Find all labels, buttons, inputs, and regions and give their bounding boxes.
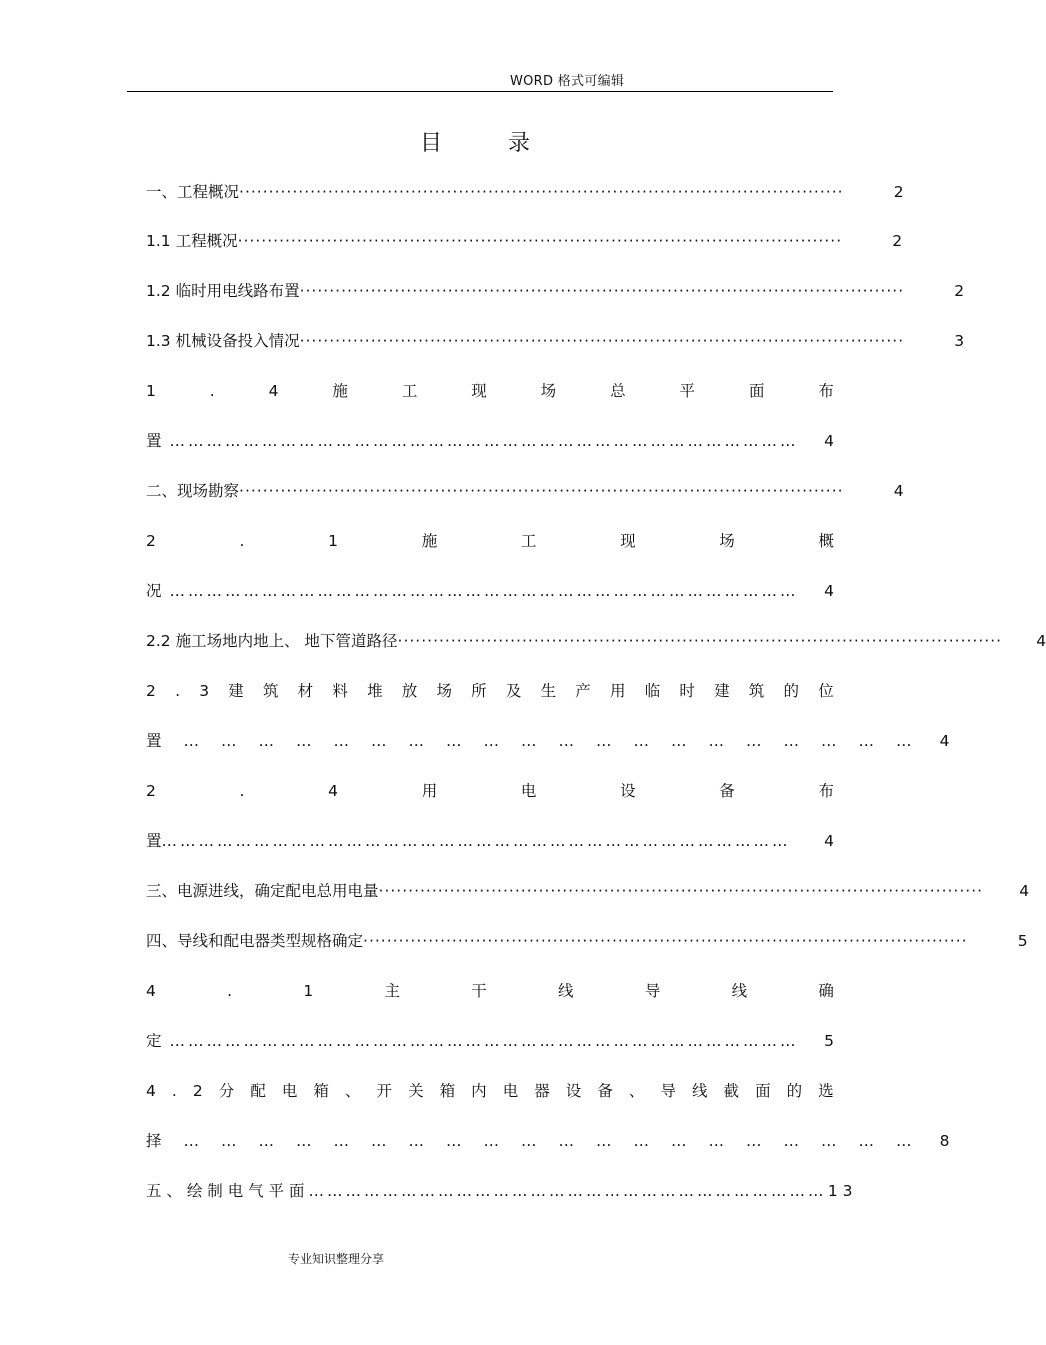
toc-char: 4 <box>146 982 156 1000</box>
toc-leader-dots: ………………………………………………………………………… <box>308 1182 827 1200</box>
toc-entry <box>146 630 1046 652</box>
toc-char: 所 <box>471 682 487 700</box>
toc-entry-label: 四、导线和配电器类型规格确定 <box>146 932 364 950</box>
toc-char: 生 <box>540 682 557 700</box>
toc-char: 的 <box>783 682 800 700</box>
toc-leader-dots: ………………………………………………………………………………………… <box>161 582 799 600</box>
toc-char: 时 <box>679 682 695 700</box>
toc-char: 布 <box>818 382 834 400</box>
toc-char: 面 <box>755 1082 771 1100</box>
toc-entry-label: 二、现场勘察 <box>146 482 240 500</box>
toc-entry-spread <box>146 380 834 402</box>
toc-entry-tail: 置 <box>146 732 162 750</box>
toc-char: 电 <box>502 1082 519 1100</box>
toc-entry-page: 1 3 <box>827 1182 853 1200</box>
toc-char: 1 <box>328 532 339 550</box>
toc-char: 场 <box>719 532 735 550</box>
toc-entry-page: 4 <box>824 432 834 450</box>
toc-leader-dots: ······································································································ <box>299 332 905 350</box>
toc-char: 4 <box>146 1082 156 1100</box>
toc-entry-label: 一、工程概况 <box>146 183 240 201</box>
toc-char: 临 <box>644 682 661 700</box>
toc-char: . <box>227 982 233 1000</box>
toc-char: 现 <box>471 382 487 400</box>
header-rule <box>127 91 833 92</box>
toc-entry-tail: 定 <box>146 1032 162 1050</box>
toc-char: . <box>239 532 245 550</box>
toc-entry-continuation <box>146 1130 950 1152</box>
toc-char: 干 <box>471 982 487 1000</box>
toc-char: . <box>175 682 180 700</box>
toc-entry-page: 2 <box>893 183 904 201</box>
toc-char: 工 <box>520 532 537 550</box>
toc-char: . <box>209 382 215 400</box>
toc-char: 1 <box>303 982 314 1000</box>
toc-char: 线 <box>731 982 748 1000</box>
toc-char: 用 <box>609 682 626 700</box>
toc-leader-dots: ······································································································ <box>239 482 844 500</box>
toc-char: 产 <box>575 682 591 700</box>
toc-entry-spread <box>146 530 834 552</box>
toc-char: 设 <box>620 782 636 800</box>
toc-char: 场 <box>540 382 557 400</box>
toc-entry-tail: 择 <box>146 1132 162 1150</box>
toc-char: 2 <box>146 782 156 800</box>
toc-char: 主 <box>384 982 400 1000</box>
toc-entry-continuation <box>146 580 834 602</box>
toc-char: 现 <box>620 532 636 550</box>
toc-entry-continuation <box>146 430 834 452</box>
toc-char: 概 <box>818 532 834 550</box>
toc-char: 1 <box>146 382 156 400</box>
toc-char: 备 <box>597 1082 613 1100</box>
toc-char: 2 <box>146 682 156 700</box>
toc-entry <box>146 880 1030 902</box>
toc-entry-label: 1.2 临时用电线路布置 <box>146 282 300 300</box>
toc-entry-page: 2 <box>954 282 965 300</box>
toc-entry <box>146 1180 853 1202</box>
toc-char: 分 <box>218 1082 235 1100</box>
toc-char: 关 <box>408 1082 424 1100</box>
toc-char: 总 <box>610 382 626 400</box>
toc-entry-tail: 置 <box>146 432 162 450</box>
toc-char: 内 <box>471 1082 487 1100</box>
toc-char: 线 <box>691 1082 708 1100</box>
toc-entry <box>146 230 903 252</box>
toc-entry-label: 1.1 工程概况 <box>146 232 238 250</box>
toc-leader-dots: ······································································································ <box>363 932 968 950</box>
toc-entry-label: 1.3 机械设备投入情况 <box>146 332 300 350</box>
toc-leader-dots: ······································································································ <box>299 282 905 300</box>
toc-entry <box>146 480 904 502</box>
toc-entry <box>146 930 1028 952</box>
toc-char: 建 <box>714 682 730 700</box>
toc-entry-page: 8 <box>939 1132 950 1150</box>
toc-entry-page: 4 <box>1036 632 1046 650</box>
toc-char: 选 <box>818 1082 834 1100</box>
toc-leader-dots: ······································································································ <box>237 232 843 250</box>
toc-char: 筑 <box>748 682 765 700</box>
toc-char: 材 <box>297 682 314 700</box>
toc-entry <box>146 280 965 302</box>
toc-char: 2 <box>146 532 156 550</box>
header-text: WORD 格式可编辑 <box>510 74 625 89</box>
toc-char: 确 <box>818 982 834 1000</box>
toc-char: 位 <box>818 682 834 700</box>
toc-entry-spread <box>146 680 834 702</box>
toc-entry-continuation <box>146 1030 834 1052</box>
toc-entry <box>146 181 904 203</box>
toc-entry-tail: 置 <box>146 832 162 850</box>
toc-char: 电 <box>520 782 537 800</box>
toc-char: 放 <box>401 682 418 700</box>
toc-entry <box>146 330 965 352</box>
toc-entry-spread <box>146 980 834 1002</box>
toc-char: 及 <box>505 682 522 700</box>
toc-char: 工 <box>401 382 418 400</box>
toc-entry-page: 5 <box>1017 932 1028 950</box>
toc-entry-label: 三、电源进线，确定配电总用电量 <box>146 882 379 900</box>
toc-char: 施 <box>421 532 438 550</box>
toc-char: 2 <box>192 1082 203 1100</box>
toc-entry-page: 4 <box>893 482 904 500</box>
toc-entry-label: 2.2 施工场地内地上、 地下管道路径 <box>146 632 398 650</box>
toc-char: 4 <box>328 782 339 800</box>
toc-char: 3 <box>199 682 210 700</box>
toc-char: . <box>239 782 245 800</box>
toc-char: 筑 <box>262 682 279 700</box>
toc-char: 备 <box>719 782 735 800</box>
toc-entry-continuation <box>146 830 834 852</box>
toc-leader-dots: ………………………………………………………………………………………… <box>161 1032 799 1050</box>
toc-char: 4 <box>268 382 279 400</box>
toc-char: 料 <box>332 682 348 700</box>
toc-title: 目录 <box>419 131 596 156</box>
toc-char: 导 <box>644 982 661 1000</box>
toc-leader-dots: …………………………………………………… <box>183 1132 934 1150</box>
toc-char: 开 <box>376 1082 393 1100</box>
toc-entry-label: 五 、 绘 制 电 气 平 面 <box>146 1182 305 1200</box>
toc-char: 配 <box>250 1082 266 1100</box>
toc-entry-spread <box>146 1080 834 1102</box>
toc-entry-page: 3 <box>954 332 965 350</box>
toc-char: 线 <box>558 982 574 1000</box>
toc-char: 场 <box>436 682 452 700</box>
toc-entry-continuation <box>146 730 950 752</box>
toc-entry-page: 4 <box>939 732 950 750</box>
footer-text: 专业知识整理分享 <box>288 1252 385 1266</box>
toc-entry-page: 2 <box>892 232 903 250</box>
toc-char: 截 <box>723 1082 740 1100</box>
toc-char: 箱 <box>313 1082 329 1100</box>
toc-char: 建 <box>228 682 244 700</box>
toc-char: 平 <box>679 382 696 400</box>
toc-leader-dots: ………………………………………………………………………………………… <box>161 832 791 850</box>
toc-char: 施 <box>332 382 348 400</box>
toc-entry-page: 4 <box>824 832 834 850</box>
toc-char: 导 <box>660 1082 676 1100</box>
toc-char: 箱 <box>439 1082 456 1100</box>
toc-char: 的 <box>786 1082 803 1100</box>
toc-char: 用 <box>421 782 438 800</box>
toc-leader-dots: ······································································································ <box>378 882 984 900</box>
toc-char: . <box>171 1082 177 1100</box>
toc-char: 电 <box>281 1082 298 1100</box>
toc-leader-dots: ………………………………………………………………………………………… <box>161 432 799 450</box>
toc-entry-spread <box>146 780 834 802</box>
toc-char: 布 <box>818 782 834 800</box>
toc-char: 设 <box>565 1082 582 1100</box>
toc-entry-page: 4 <box>824 582 834 600</box>
toc-leader-dots: ······································································································ <box>397 632 1003 650</box>
toc-entry-page: 5 <box>824 1032 834 1050</box>
toc-leader-dots: …………………………………………………… <box>183 732 934 750</box>
toc-entry-tail: 况 <box>146 582 162 600</box>
toc-leader-dots: ······································································································ <box>239 183 844 201</box>
toc-char: 面 <box>748 382 765 400</box>
toc-char: 器 <box>534 1082 550 1100</box>
toc-char: 堆 <box>367 682 383 700</box>
toc-char: 、 <box>344 1082 361 1100</box>
toc-entry-page: 4 <box>1019 882 1030 900</box>
toc-char: 、 <box>628 1082 645 1100</box>
